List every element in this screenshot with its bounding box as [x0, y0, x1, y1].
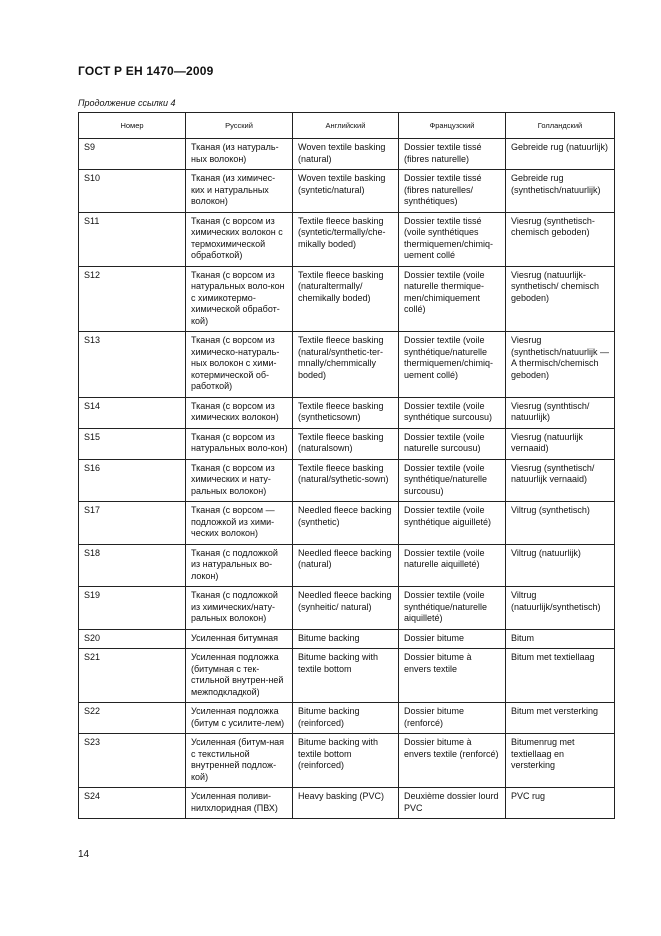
cell-french: Dossier bitume à envers textile	[399, 649, 506, 703]
header-russian: Русский	[186, 113, 293, 139]
cell-number: S16	[79, 459, 186, 502]
cell-number: S11	[79, 212, 186, 266]
header-dutch: Голландский	[506, 113, 615, 139]
cell-french: Dossier textile (voile naturelle aiquilleté)	[399, 544, 506, 587]
cell-dutch: Viesrug (synthetisch/natuurlijk — A thermisch/chemisch geboden)	[506, 332, 615, 398]
cell-dutch: Viesrug (synthtisch/ natuurlijk)	[506, 397, 615, 428]
cell-english: Woven textile basking (syntetic/natural)	[293, 170, 399, 213]
cell-dutch: Viltrug (natuurlijk)	[506, 544, 615, 587]
cell-number: S20	[79, 629, 186, 649]
cell-number: S21	[79, 649, 186, 703]
cell-french: Dossier textile (voile synthétique surcousu)	[399, 397, 506, 428]
table-row	[79, 703, 615, 734]
cell-russian: Усиленная подложка (битумная с тек-стильной внутрен-ней межподкладкой)	[186, 649, 293, 703]
cell-english: Textile fleece basking (natural/synthetic-ter-mnally/chemmically boded)	[293, 332, 399, 398]
cell-english: Bitume backing with textile bottom	[293, 649, 399, 703]
cell-english: Textile fleece basking (natural/sythetic-sown)	[293, 459, 399, 502]
cell-russian: Тканая (с ворсом — подложкой из хими-ческих волокон)	[186, 502, 293, 545]
cell-russian: Усиленная (битум-ная с текстильной внутренней подлож-кой)	[186, 734, 293, 788]
cell-english: Textile fleece basking (syntetic/termally/che-mikally boded)	[293, 212, 399, 266]
cell-english: Bitume backing with textile bottom (reinforced)	[293, 734, 399, 788]
cell-dutch: Viltrug (synthetisch)	[506, 502, 615, 545]
cell-number: S13	[79, 332, 186, 398]
table-row	[79, 212, 615, 266]
cell-russian: Тканая (с ворсом из химических и нату-ральных волокон)	[186, 459, 293, 502]
cell-dutch: Bitumenrug met textiellaag en versterking	[506, 734, 615, 788]
page-number: 14	[78, 849, 90, 860]
header-number: Номер	[79, 113, 186, 139]
cell-english: Textile fleece basking (naturaltermally/ chemikally boded)	[293, 266, 399, 332]
cell-english: Bitume backing	[293, 629, 399, 649]
cell-number: S18	[79, 544, 186, 587]
cell-french: Dossier bitume à envers textile (renforcé)	[399, 734, 506, 788]
document-title: ГОСТ Р ЕН 1470—2009	[78, 64, 214, 78]
cell-number: S15	[79, 428, 186, 459]
cell-russian: Тканая (с ворсом из химических волокон)	[186, 397, 293, 428]
cell-dutch: PVC rug	[506, 788, 615, 819]
cell-english: Heavy basking (PVC)	[293, 788, 399, 819]
cell-number: S9	[79, 139, 186, 170]
table-caption: Продолжение ссылки 4	[78, 98, 176, 108]
cell-english: Needled fleece backing (synthetic)	[293, 502, 399, 545]
cell-russian: Тканая (с ворсом из химических волокон с термохимической обработкой)	[186, 212, 293, 266]
cell-dutch: Viltrug (natuurlijk/synthetisch)	[506, 587, 615, 630]
cell-russian: Усиленная поливи-нилхлоридная (ПВХ)	[186, 788, 293, 819]
table-row	[79, 332, 615, 398]
table-body	[79, 139, 615, 819]
cell-french: Dossier bitume (renforcé)	[399, 703, 506, 734]
table-row	[79, 788, 615, 819]
cell-russian: Тканая (с подложкой из химических/нату-ральных волокон)	[186, 587, 293, 630]
cell-number: S12	[79, 266, 186, 332]
cell-number: S17	[79, 502, 186, 545]
terms-table	[78, 112, 615, 819]
table-row	[79, 629, 615, 649]
table-row	[79, 649, 615, 703]
cell-french: Dossier textile (voile naturelle thermique-men/chimiquement collé)	[399, 266, 506, 332]
cell-dutch: Viesrug (synthetisch/ natuurlijk vernaaid)	[506, 459, 615, 502]
table-header-row	[79, 113, 615, 139]
cell-russian: Тканая (из химичес-ких и натуральных волокон)	[186, 170, 293, 213]
table-row	[79, 587, 615, 630]
cell-dutch: Viesrug (synthetisch-chemisch geboden)	[506, 212, 615, 266]
cell-dutch: Bitum met versterking	[506, 703, 615, 734]
cell-french: Deuxième dossier lourd PVC	[399, 788, 506, 819]
cell-french: Dossier textile (voile synthétique/naturelle thermiquemen/chimiq-uement collé)	[399, 332, 506, 398]
cell-dutch: Viesrug (natuurlijk-synthetisch/ chemisch geboden)	[506, 266, 615, 332]
cell-french: Dossier textile (voile synthétique/naturelle aiquilleté)	[399, 587, 506, 630]
cell-russian: Тканая (с подложкой из натуральных во-локон)	[186, 544, 293, 587]
cell-russian: Тканая (с ворсом из химическо-натураль-ных волокон с хими-котермической об-работкой)	[186, 332, 293, 398]
cell-french: Dossier textile tissé (voile synthétiques thermiquemen/chimiq-uement collé	[399, 212, 506, 266]
cell-french: Dossier textile (voile synthétique/naturelle surcousu)	[399, 459, 506, 502]
cell-english: Needled fleece backing (natural)	[293, 544, 399, 587]
cell-french: Dossier textile tissé (fibres naturelle)	[399, 139, 506, 170]
cell-dutch: Bitum	[506, 629, 615, 649]
cell-russian: Усиленная подложка (битум с усилите-лем)	[186, 703, 293, 734]
cell-french: Dossier textile (voile synthétique aiguilleté)	[399, 502, 506, 545]
cell-english: Textile fleece basking (syntheticsown)	[293, 397, 399, 428]
cell-french: Dossier bitume	[399, 629, 506, 649]
cell-russian: Усиленная битумная	[186, 629, 293, 649]
header-french: Французский	[399, 113, 506, 139]
cell-number: S19	[79, 587, 186, 630]
cell-dutch: Gebreide rug (synthetisch/natuurlijk)	[506, 170, 615, 213]
cell-french: Dossier textile (voile naturelle surcousu)	[399, 428, 506, 459]
cell-english: Textile fleece basking (naturalsown)	[293, 428, 399, 459]
cell-dutch: Viesrug (natuurlijk vernaaid)	[506, 428, 615, 459]
table-row	[79, 397, 615, 428]
cell-number: S10	[79, 170, 186, 213]
cell-english: Bitume backing (reinforced)	[293, 703, 399, 734]
table-row	[79, 139, 615, 170]
cell-french: Dossier textile tissé (fibres naturelles/ synthétiques)	[399, 170, 506, 213]
cell-number: S22	[79, 703, 186, 734]
cell-number: S14	[79, 397, 186, 428]
table-row	[79, 502, 615, 545]
header-english: Английский	[293, 113, 399, 139]
table-row	[79, 544, 615, 587]
cell-number: S24	[79, 788, 186, 819]
table-row	[79, 428, 615, 459]
cell-dutch: Gebreide rug (natuurlijk)	[506, 139, 615, 170]
cell-dutch: Bitum met textiellaag	[506, 649, 615, 703]
cell-english: Needled fleece backing (synheitic/ natural)	[293, 587, 399, 630]
cell-number: S23	[79, 734, 186, 788]
cell-russian: Тканая (с ворсом из натуральных воло-кон с химикотермо-химической обработ-кой)	[186, 266, 293, 332]
table-row	[79, 170, 615, 213]
table-row	[79, 734, 615, 788]
table-row	[79, 266, 615, 332]
table-row	[79, 459, 615, 502]
cell-russian: Тканая (с ворсом из натуральных воло-кон)	[186, 428, 293, 459]
cell-english: Woven textile basking (natural)	[293, 139, 399, 170]
cell-russian: Тканая (из натураль-ных волокон)	[186, 139, 293, 170]
